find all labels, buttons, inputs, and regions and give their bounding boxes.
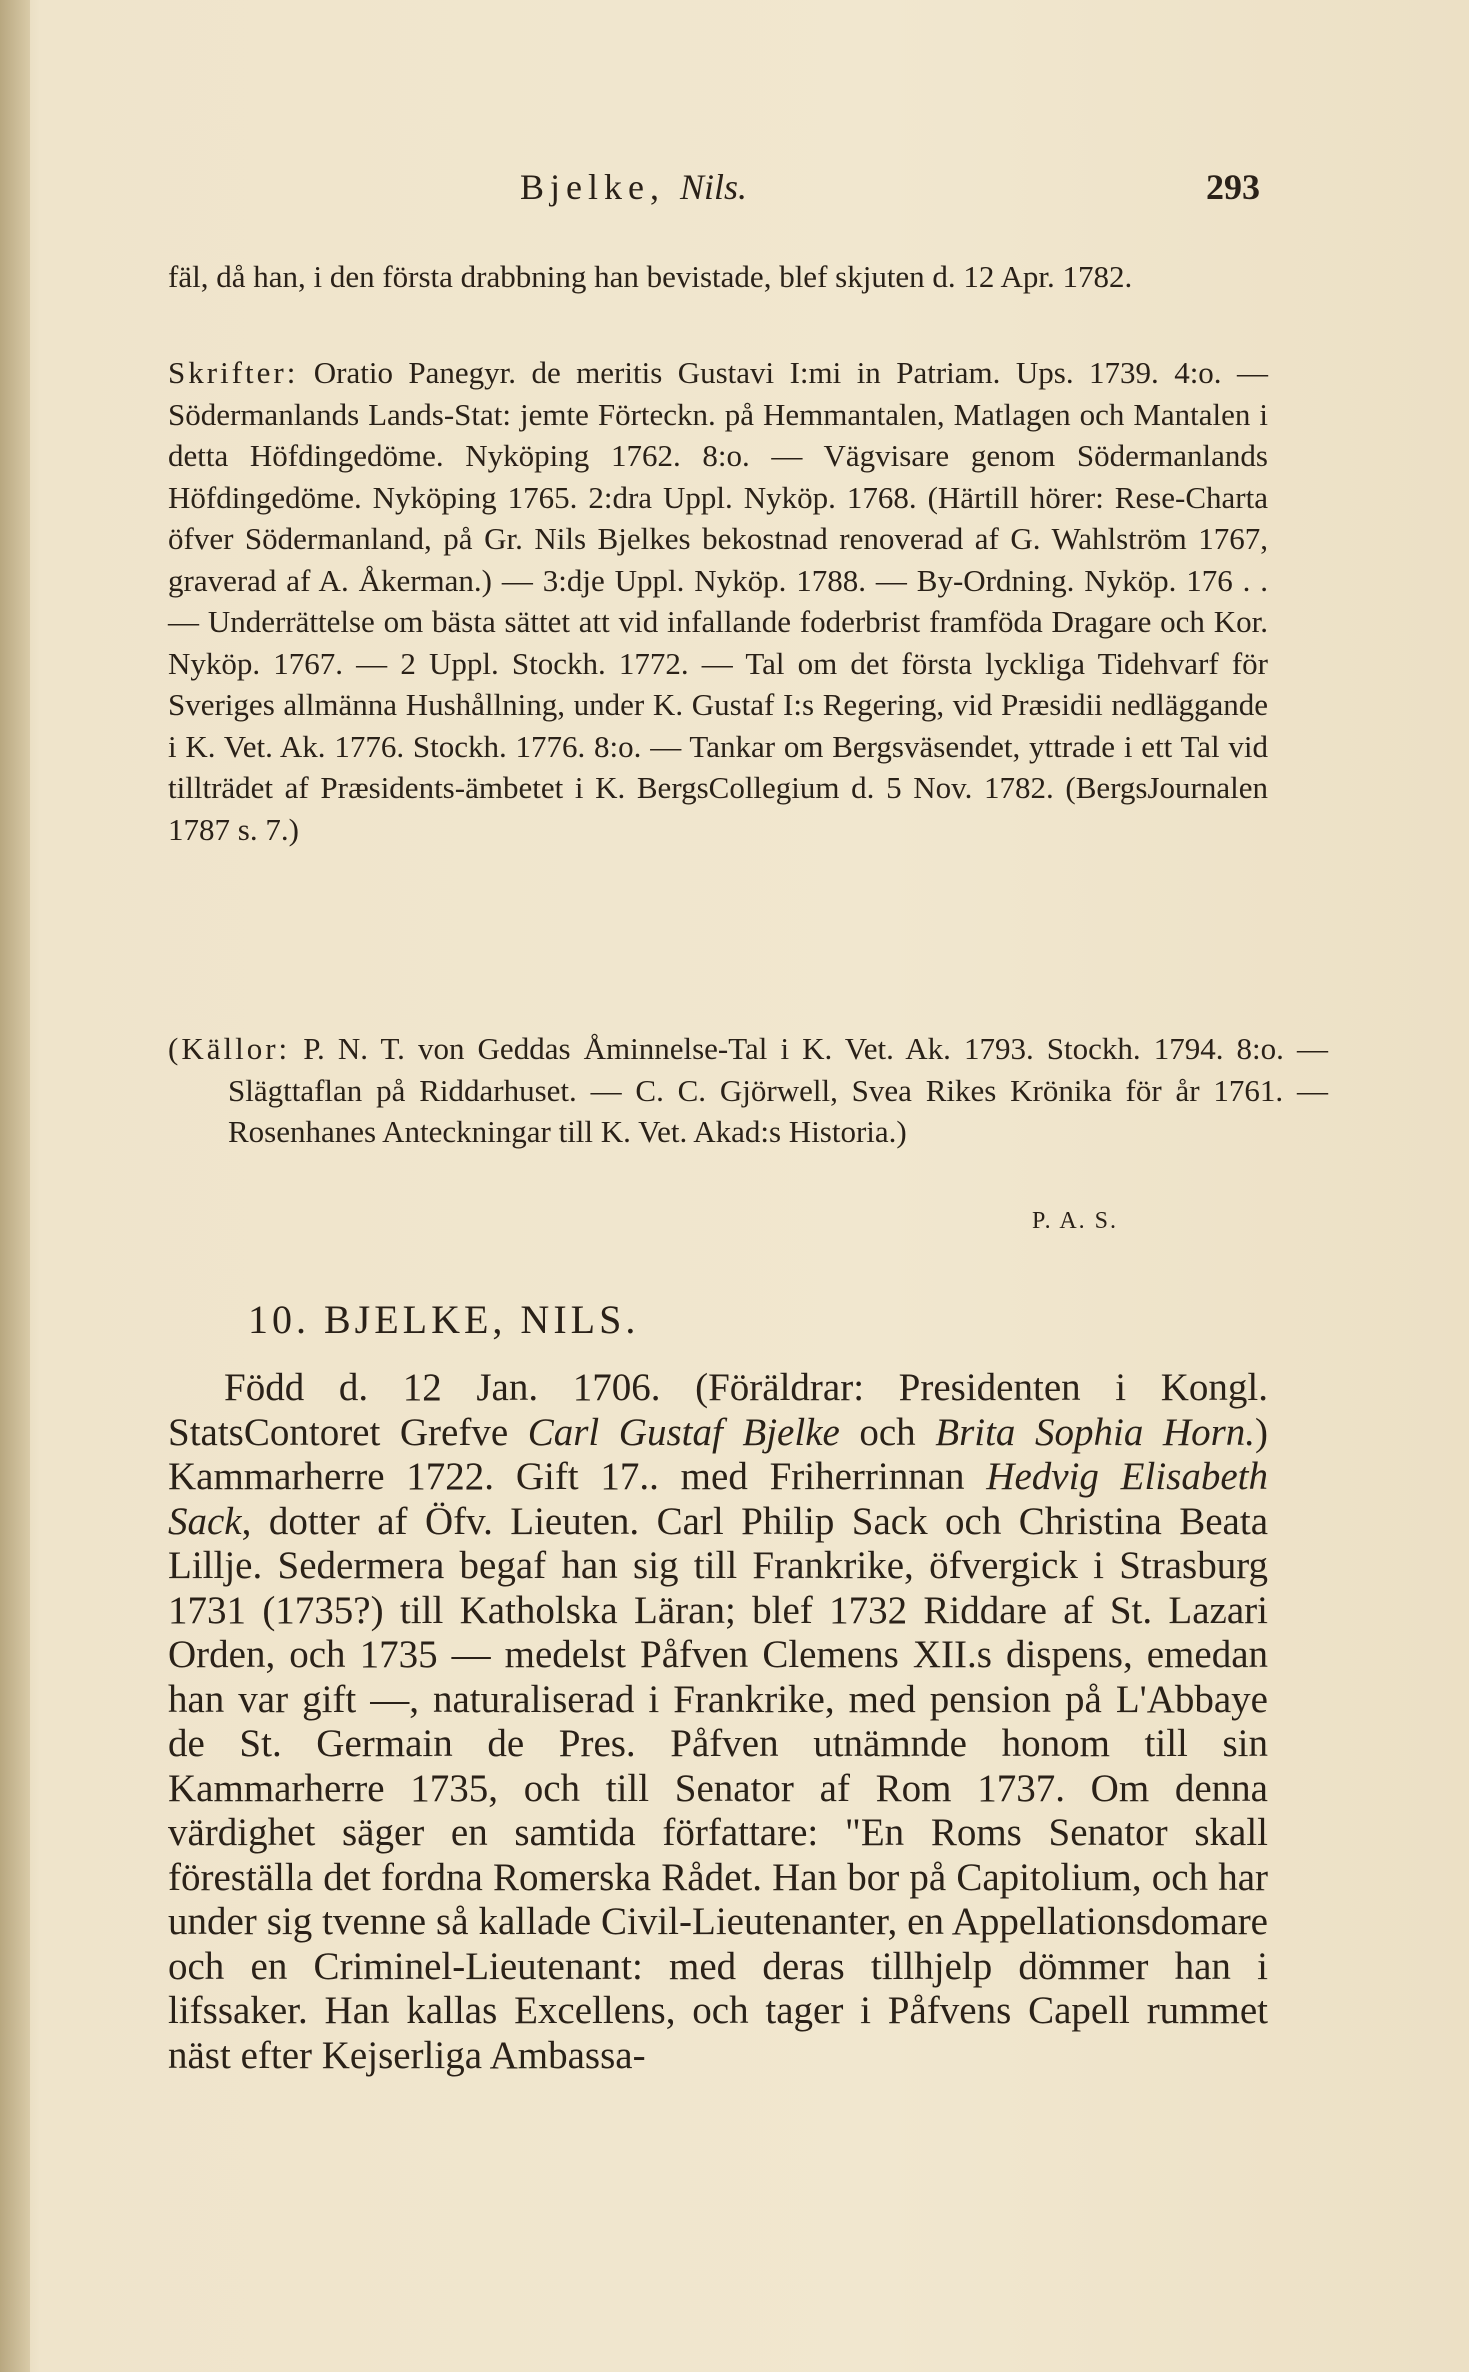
writings-paragraph (168, 352, 1268, 850)
signature-text: P. A. S. (1031, 1208, 1118, 1234)
entry-heading: 10. BJELKE, NILS. (248, 1297, 640, 1342)
sources-label: (Källor: (168, 1031, 291, 1066)
author-signature (168, 1208, 1268, 1235)
intro-text: fäl, då han, i den första drabbning han bevistade, blef skjuten d. 12 Apr. 1782. (168, 259, 1133, 294)
sources-section (168, 1028, 1328, 1153)
writings-section (168, 352, 1268, 850)
running-name: Bjelke, (520, 167, 665, 207)
writings-label: Skrifter: (168, 355, 299, 390)
biography-body (168, 1366, 1268, 2078)
page-spine-shadow (0, 0, 30, 2372)
body-conjunction: och (839, 1410, 936, 1454)
running-first-name: Nils. (679, 167, 748, 207)
running-header (170, 166, 1260, 222)
father-name: Carl Gustaf Bjelke (527, 1410, 840, 1454)
page-number: 293 (1206, 167, 1260, 207)
body-segment-3: , dotter af Öfv. Lieuten. Carl Philip Sack och Christina Beata Lillje. Sedermera begaf han sig till Frankrike, öfvergick i Strasburg 1731 (1735?) till Katholska Läran; blef 1732 Riddare af St. Lazari Orden, och 1735 — medelst Påfven Clemens XII.s dispens, emedan han var gift —, naturaliserad i Frankrike, med pension på L'Abbaye de St. Germain de Pres. Påfven utnämnde honom till sin Kammarherre 1735, och till Senator af Rom 1737. Om denna värdighet säger en samtida författare: "En Roms Senator skall föreställa det fordna Romerska Rådet. Han bor på Capitolium, och har under sig tvenne så kallade Civil-Lieutenanter, en Appellationsdomare och en Criminel-Lieutenant: med deras tillhjelp dömmer han i lifssaker. Han kallas Excellens, och tager i Påfvens Capell rummet näst efter Kejserliga Ambassa- (168, 1499, 1268, 2077)
biography-paragraph (168, 1366, 1268, 2078)
wife-name: Hedvig Elisabeth Sack (168, 1455, 1268, 1543)
intro-paragraph (168, 256, 1268, 298)
running-title (520, 166, 747, 208)
mother-name: Brita Sophia Horn. (935, 1410, 1255, 1454)
sources-text: P. N. T. von Geddas Åminnelse-Tal i K. Vet. Ak. 1793. Stockh. 1794. 8:o. — Slägttaflan på Riddarhuset. — C. C. Gjörwell, Svea Rikes Krönika för år 1761. — Rosenhanes Anteckningar till K. Vet. Akad:s Historia.) (228, 1031, 1328, 1149)
body-segment-1: Född d. 12 Jan. 1706. (Föräldrar: Presidenten i Kongl. StatsContoret Grefve (168, 1366, 1268, 1454)
body-segment-2: ) Kammarherre 1722. Gift 17.. med Friherrinnan (168, 1410, 1268, 1498)
writings-text: Oratio Panegyr. de meritis Gustavi I:mi in Patriam. Ups. 1739. 4:o. — Södermanlands Lands-Stat: jemte Förteckn. på Hemmantalen, Matlagen och Mantalen i detta Höfdingedöme. Nyköping 1762. 8:o. — Vägvisare genom Södermanlands Höfdingedöme. Nyköping 1765. 2:dra Uppl. Nyköp. 1768. (Härtill hörer: Rese-Charta öfver Södermanland, på Gr. Nils Bjelkes bekostnad renoverad af G. Wahlström 1767, graverad af A. Åkerman.) — 3:dje Uppl. Nyköp. 1788. — By-Ordning. Nyköp. 176 . . — Underrättelse om bästa sättet att vid infallande foderbrist framföda Dragare och Kor. Nyköp. 1767. — 2 Uppl. Stockh. 1772. — Tal om det första lyckliga Tidehvarf för Sveriges allmänna Hushållning, under K. Gustaf I:s Regering, vid Præsidii nedläggande i K. Vet. Ak. 1776. Stockh. 1776. 8:o. — Tankar om Bergsväsendet, yttrade i ett Tal vid tillträdet af Præsidents-ämbetet i K. BergsCollegium d. 5 Nov. 1782. (BergsJournalen 1787 s. 7.) (168, 355, 1269, 847)
sources-paragraph (168, 1028, 1328, 1153)
